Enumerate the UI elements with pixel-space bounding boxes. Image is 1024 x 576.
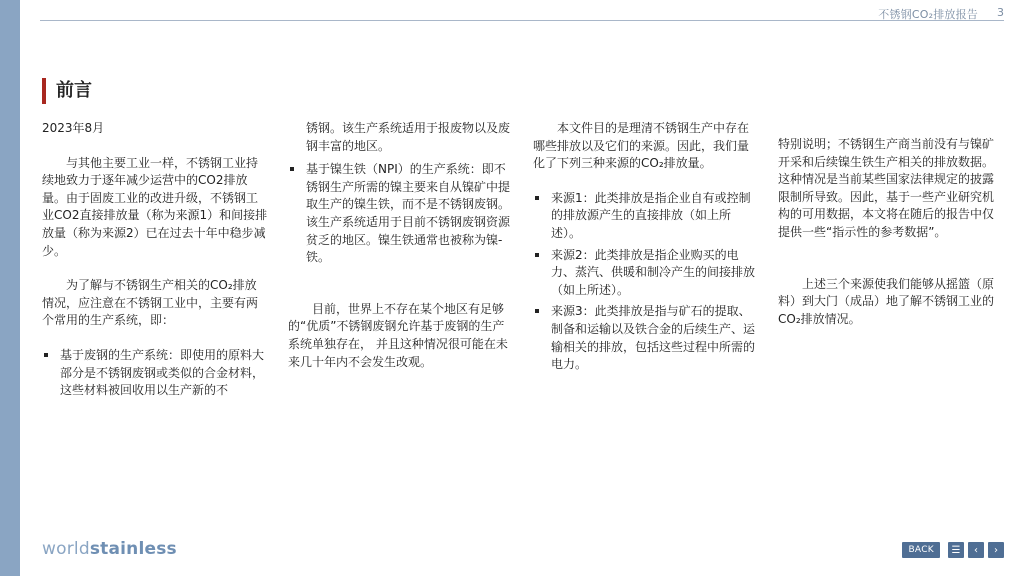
bullet-item bbox=[42, 347, 268, 400]
logo-text-bold: stainless bbox=[89, 539, 177, 559]
bullet-text: 来源2：此类排放是指企业购买的电力、蒸汽、供暖和制冷产生的间接排放（如上所述）。 bbox=[551, 247, 756, 297]
bullet-text: 基于废钢的生产系统：即使用的原料大部分是不锈钢废钢或类似的合金材料，这些材料被回收用以生产新的不 bbox=[60, 347, 265, 398]
column-4 bbox=[778, 136, 1004, 328]
left-sidebar-band bbox=[0, 0, 20, 576]
bullet-text: 基于镍生铁（NPI）的生产系统：即不锈钢生产所需的镍主要来自从镍矿中提取生产的镍生铁，而不是不锈钢废钢。该生产系统适用于目前不锈钢废钢资源贫乏的地区。镍生铁通常也被称为镍-铁。 bbox=[306, 162, 511, 265]
back-button[interactable]: BACK bbox=[902, 542, 940, 558]
bullet-marker bbox=[535, 309, 539, 313]
bullet-text: 来源3：此类排放是指与矿石的提取、制备和运输以及铁合金的后续生产、运输相关的排放，包括这些过程中所需的电力。 bbox=[551, 304, 756, 372]
bullet-item bbox=[533, 190, 759, 243]
bullet-item bbox=[533, 303, 759, 373]
column-2 bbox=[288, 120, 512, 371]
logo-text-light: world bbox=[42, 539, 90, 559]
column-1 bbox=[42, 120, 268, 400]
paragraph-5: 特别说明；不锈钢生产商当前没有与镍矿开采和后续镍生铁生产相关的排放数据。这种情况是当前某些国家法律规定的披露限制所导致。因此，基于一些产业研究机构的可用数据，本文将在随后的报告中仅提供一些“指示性的参考数据”。 bbox=[778, 137, 995, 239]
navigation-bar bbox=[902, 542, 1004, 558]
column-3 bbox=[533, 120, 759, 374]
bullet-marker bbox=[535, 253, 539, 257]
next-icon[interactable]: › bbox=[988, 542, 1004, 558]
bullet-marker bbox=[44, 353, 48, 357]
section-title: 前言 bbox=[42, 78, 92, 104]
previous-icon[interactable]: ‹ bbox=[968, 542, 984, 558]
date-line: 2023年8月 bbox=[42, 121, 105, 135]
bullet-text: 来源1：此类排放是指企业自有或控制的排放源产生的直接排放（如上所述）。 bbox=[551, 190, 751, 240]
bullet-marker bbox=[535, 196, 539, 200]
page-number: 3 bbox=[997, 6, 1004, 19]
paragraph-4: 本文件目的是理清不锈钢生产中存在哪些排放以及它们的来源。因此，我们量化了下列三种来源的CO₂排放量。 bbox=[533, 121, 750, 171]
bullet-continuation: 锈钢。该生产系统适用于报废物以及废钢丰富的地区。 bbox=[306, 121, 511, 153]
bullet-item bbox=[533, 247, 759, 300]
bullet-item bbox=[288, 161, 512, 267]
paragraph-2: 为了解与不锈钢生产相关的CO₂排放情况，应注意在不锈钢工业中，主要有两个常用的生产系统，即： bbox=[42, 278, 259, 328]
menu-icon[interactable]: ☰ bbox=[948, 542, 964, 558]
report-title: 不锈钢CO₂排放报告 bbox=[878, 8, 978, 21]
worldstainless-logo[interactable] bbox=[42, 539, 177, 559]
paragraph-1: 与其他主要工业一样，不锈钢工业持续地致力于逐年减少运营中的CO2排放量。由于固废工业的改进升级，不锈钢工业CO2直接排放量（称为来源1）和间接排放量（称为来源2）已在过去十年中稳步减少。 bbox=[42, 155, 268, 258]
paragraph-6: 上述三个来源使我们能够从摇篮（原料）到大门（成品）地了解不锈钢工业的CO₂排放情况。 bbox=[778, 276, 995, 326]
header-rule bbox=[40, 20, 1004, 21]
bullet-marker bbox=[290, 167, 294, 171]
paragraph-3: 目前，世界上不存在某个地区有足够的“优质”不锈钢废钢允许基于废钢的生产系统单独存在， 并且这种情况很可能在未来几十年内不会发生改观。 bbox=[288, 301, 508, 369]
